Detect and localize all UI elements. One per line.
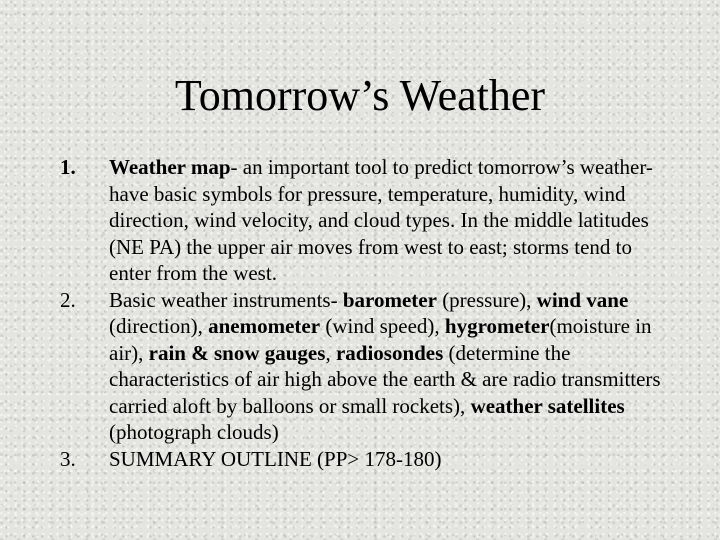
text-segment: Weather map [109,155,231,179]
list-item-text [109,155,653,285]
text-segment: barometer [342,287,437,312]
slide-title: Tomorrow’s Weather [174,71,546,120]
text-segment: (determine the characteristics of air high above the earth & are radio transmitters carried aloft by balloons or small rockets), [109,340,661,418]
text-segment: (moisture in air), [109,314,652,365]
text-segment: hygrometer [444,314,550,338]
text-segment: anemometer [208,314,321,338]
list-item [55,446,665,473]
list-item-number: 1. [60,155,76,179]
list-item-number: 3. [60,446,76,471]
text-segment: wind vane [536,287,629,312]
text-segment: weather satellites [470,393,625,418]
text-segment: (photograph clouds) [109,420,279,444]
list-item-text [109,288,661,445]
list-item-text [109,447,442,471]
text-segment: , [325,340,336,365]
numbered-list [55,154,665,472]
text-segment: - an important tool to predict tomorrow’s weather- have basic symbols for pressure, temperature, humidity, wind direction, wind velocity, and cloud types. In the middle latitudes (NE PA) the upper air moves from west to east; storms tend to enter from the west. [109,155,653,285]
text-segment: (pressure), [436,287,537,312]
text-segment: SUMMARY OUTLINE (PP> 178-180) [109,446,442,471]
text-segment: (direction), [109,314,209,338]
text-segment: (wind speed), [320,314,445,338]
list-item [55,154,665,287]
list-item-number: 2. [60,287,76,312]
text-segment: radiosondes [335,340,444,365]
list-item [55,287,665,446]
text-segment: Basic weather instruments- [109,287,343,312]
text-segment: rain & snow gauges [148,340,326,365]
